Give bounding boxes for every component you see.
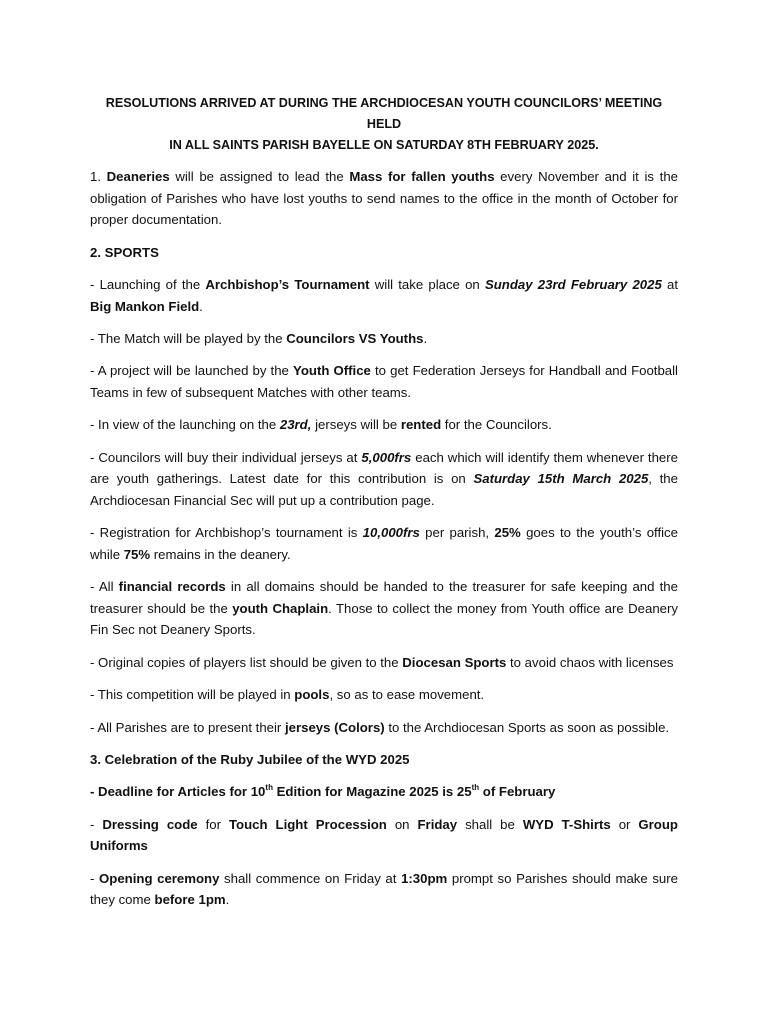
sports-item-rented-jerseys: - In view of the launching on the 23rd, jerseys will be rented for the Councilors. — [90, 417, 552, 433]
sports-item-registration: - Registration for Archbishop’s tournament is 10,000frs per parish, 25% goes to the youth’s office while 75% remains in the deanery. — [90, 525, 678, 562]
wyd-item-opening-ceremony: - Opening ceremony shall commence on Friday at 1:30pm prompt so Parishes should make sure they come before 1pm. — [90, 870, 678, 908]
title-line-1: RESOLUTIONS ARRIVED AT DURING THE ARCHDIOCESAN YOUTH COUNCILORS’ MEETING HELD — [105, 96, 663, 131]
title-line-2: IN ALL SAINTS PARISH BAYELLE ON SATURDAY 8TH FEBRUARY 2025. — [169, 138, 599, 152]
sports-item-financial-records: - All financial records in all domains should be handed to the treasurer for safe keeping and the treasurer should be the youth Chaplain. Those to collect the money from Youth office are Deanery Fin Sec not Deanery Sports. — [90, 579, 678, 638]
document-title — [90, 93, 678, 156]
sports-item-jerseys-colors: - All Parishes are to present their jerseys (Colors) to the Archdiocesan Sports as soon as possible. — [90, 719, 670, 735]
wyd-heading: 3. Celebration of the Ruby Jubilee of the WYD 2025 — [90, 752, 410, 768]
sports-heading: 2. SPORTS — [90, 244, 159, 260]
sports-item-pools: - This competition will be played in pools, so as to ease movement. — [90, 687, 485, 703]
wyd-item-dressing-code: - Dressing code for Touch Light Procession on Friday shall be WYD T-Shirts or Group Uniforms — [90, 816, 678, 854]
sports-item-players-list: - Original copies of players list should be given to the Diocesan Sports to avoid chaos with licenses — [90, 654, 674, 670]
resolution-1-deaneries: 1. Deaneries will be assigned to lead the Mass for fallen youths every November and it is the obligation of Parishes who have lost youths to send names to the office in the month of October for proper documentation. — [90, 169, 678, 228]
sports-item-jersey-project: - A project will be launched by the Youth Office to get Federation Jerseys for Handball and Football Teams in few of subsequent Matches with other teams. — [90, 363, 678, 400]
wyd-item-magazine-deadline: - Deadline for Articles for 10th Edition for Magazine 2025 is 25th of February — [90, 783, 556, 800]
document-body — [90, 93, 678, 922]
sports-item-individual-jerseys: - Councilors will buy their individual jerseys at 5,000frs each which will identify them whenever there are youth gatherings. Latest date for this contribution is on Saturday 15th March 2025, the Archdiocesan Financial Sec will put up a contribution page. — [90, 449, 678, 508]
sports-item-match: - The Match will be played by the Councilors VS Youths. — [90, 330, 428, 346]
sports-item-launch: - Launching of the Archbishop’s Tournament will take place on Sunday 23rd February 2025 at Big Mankon Field. — [90, 276, 678, 314]
